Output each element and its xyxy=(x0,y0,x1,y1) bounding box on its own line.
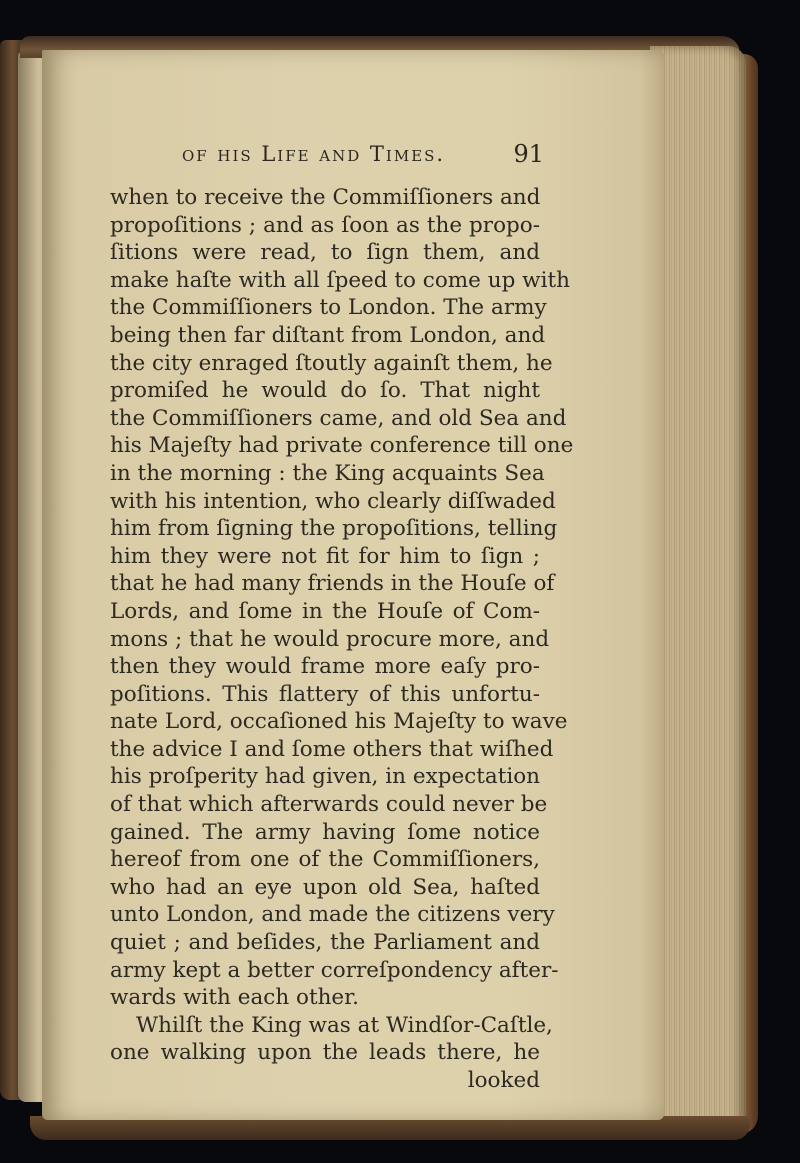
text-line: in the morning : the King acquaints Sea xyxy=(110,460,545,486)
text-line: with his intention, who clearly diſſwaded xyxy=(110,488,556,514)
text-line: when to receive the Commiſſioners and xyxy=(110,185,541,210)
text-line: one walking upon the leads there, he xyxy=(110,1040,540,1066)
text-line: his proſperity had given, in expectation xyxy=(110,764,540,790)
running-head xyxy=(182,140,544,170)
text-line-paragraph-end: wards with each other. xyxy=(110,985,359,1011)
text-line: then they would frame more eaſy pro- xyxy=(110,654,540,680)
text-line: poſitions. This flattery of this unfortu- xyxy=(110,681,540,707)
running-head-title: of his Life and Times. xyxy=(182,142,446,166)
text-line: his Majeſty had private conference till one xyxy=(110,433,574,459)
text-line: him they were not fit for him to ſign ; xyxy=(110,543,540,569)
text-line: the advice I and ſome others that wiſhed xyxy=(110,736,554,762)
text-line: him from ſigning the propoſitions, telling xyxy=(110,516,558,542)
text-line: promiſed he would do ſo. That night xyxy=(110,378,540,404)
text-line: the city enraged ſtoutly againſt them, he xyxy=(110,350,553,376)
text-line: that he had many friends in the Houſe of xyxy=(110,571,555,597)
catchword: looked xyxy=(467,1068,540,1093)
page-stack-edge xyxy=(650,46,746,1134)
text-line: nate Lord, occaſioned his Majeſty to wave xyxy=(110,709,568,735)
text-line-paragraph-start: Whilſt the King was at Windſor-Caſtle, xyxy=(136,1012,553,1038)
text-line: make haſte with all ſpeed to come up with xyxy=(110,267,570,293)
text-line: Lords, and ſome in the Houſe of Com- xyxy=(110,598,540,624)
text-line: mons ; that he would procure more, and xyxy=(110,626,550,652)
text-line: being then far diſtant from London, and xyxy=(110,322,546,348)
text-line: quiet ; and beſides, the Parliament and xyxy=(110,930,540,956)
text-line: propoſitions ; and as ſoon as the propo- xyxy=(110,212,540,238)
text-line: the Commiſſioners to London. The army xyxy=(110,295,547,321)
text-line: unto London, and made the citizens very xyxy=(110,902,555,928)
page-number: 91 xyxy=(513,140,544,168)
text-line: the Commiſſioners came, and old Sea and xyxy=(110,405,567,431)
body-text xyxy=(110,184,574,1095)
text-line: who had an eye upon old Sea, haſted xyxy=(110,874,540,900)
text-line: of that which afterwards could never be xyxy=(110,792,548,818)
text-line: hereof from one of the Commiſſioners, xyxy=(110,847,540,873)
text-line: gained. The army having ſome notice xyxy=(110,819,540,845)
text-line: ſitions were read, to ſign them, and xyxy=(110,240,540,266)
text-line: army kept a better correſpondency after- xyxy=(110,957,559,983)
